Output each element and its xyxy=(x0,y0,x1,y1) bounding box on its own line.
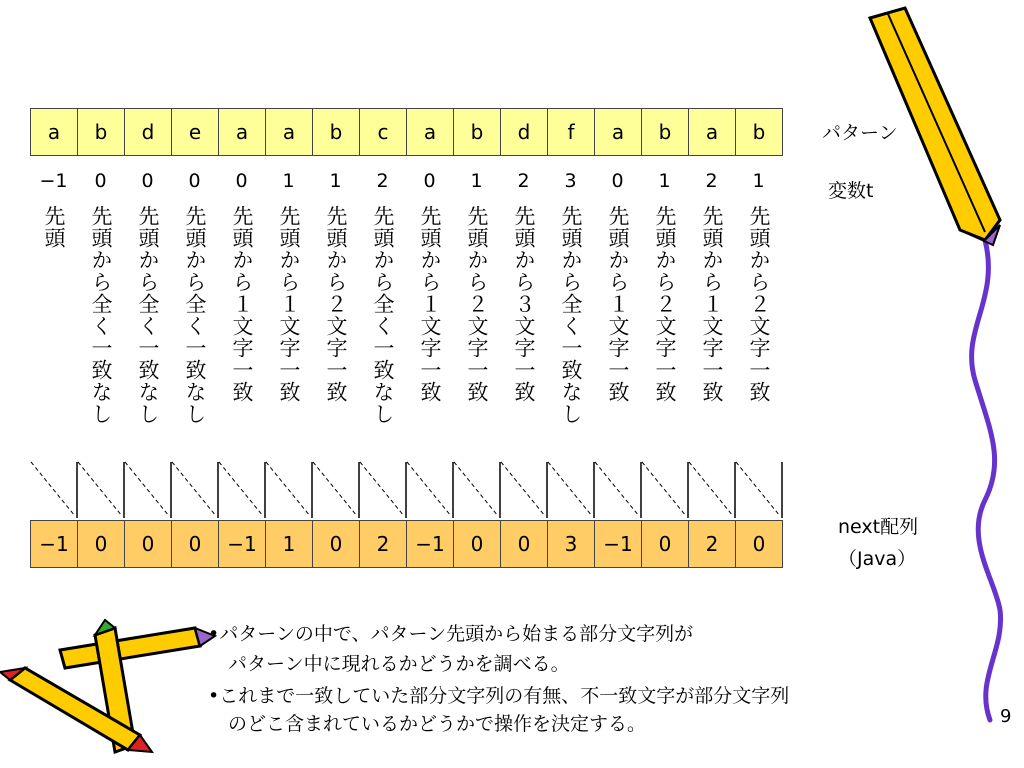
t-value: 0 xyxy=(188,170,201,192)
description-text: 先頭から全く一致なし xyxy=(371,205,395,425)
description-column xyxy=(406,205,453,425)
description-text: 先頭から１文字一致 xyxy=(418,205,442,403)
description-column xyxy=(171,205,218,425)
pencils-icon xyxy=(0,620,215,752)
arrow-dashed xyxy=(548,462,592,516)
description-text: 先頭から１文字一致 xyxy=(277,205,301,403)
pattern-cell: a xyxy=(30,108,78,156)
java-label: （Java） xyxy=(838,548,917,570)
note-line-1: •パターンの中で、パターン先頭から始まる部分文字列が xyxy=(208,623,694,645)
pattern-cell: b xyxy=(453,108,501,156)
arrow-dashed xyxy=(266,462,310,516)
arrow-dashed xyxy=(78,462,122,516)
page-number: 9 xyxy=(1000,706,1012,727)
arrow-dashed xyxy=(642,462,686,516)
t-value: 0 xyxy=(423,170,436,192)
t-label: 変数t xyxy=(828,180,874,202)
next-cell: 3 xyxy=(547,520,595,568)
description-text: 先頭から３文字一致 xyxy=(512,205,536,403)
pattern-cell: a xyxy=(688,108,736,156)
description-column xyxy=(688,205,735,425)
description-column xyxy=(124,205,171,425)
arrow-dashed xyxy=(360,462,404,516)
description-column xyxy=(218,205,265,425)
arrow-dashed xyxy=(689,462,733,516)
t-value: 0 xyxy=(94,170,107,192)
description-column xyxy=(547,205,594,425)
description-column xyxy=(641,205,688,425)
note-line-2b: のどこ含まれているかどうかで操作を決定する。 xyxy=(228,713,647,735)
t-value: 0 xyxy=(235,170,248,192)
description-text: 先頭から１文字一致 xyxy=(230,205,254,403)
next-row xyxy=(30,520,782,568)
description-column xyxy=(500,205,547,425)
description-text: 先頭から全く一致なし xyxy=(136,205,160,425)
next-cell: 0 xyxy=(124,520,172,568)
t-value: 1 xyxy=(752,170,765,192)
arrow-dashed xyxy=(595,462,639,516)
next-cell: −1 xyxy=(218,520,266,568)
t-value: 1 xyxy=(329,170,342,192)
pattern-cell: f xyxy=(547,108,595,156)
arrow-dashed xyxy=(219,462,263,516)
pattern-label: パターン xyxy=(822,122,898,144)
next-cell: −1 xyxy=(406,520,454,568)
description-column xyxy=(359,205,406,425)
description-column xyxy=(453,205,500,425)
t-value: 2 xyxy=(376,170,389,192)
arrow-dashed xyxy=(407,462,451,516)
t-value: 1 xyxy=(658,170,671,192)
arrow-dashed xyxy=(31,462,75,516)
pattern-row xyxy=(30,108,782,156)
description-text: 先頭から全く一致なし xyxy=(559,205,583,425)
next-cell: 0 xyxy=(641,520,689,568)
pattern-cell: b xyxy=(641,108,689,156)
pattern-cell: e xyxy=(171,108,219,156)
next-cell: 0 xyxy=(453,520,501,568)
description-column xyxy=(735,205,782,425)
next-cell: 0 xyxy=(77,520,125,568)
note-line-2: •これまで一致していた部分文字列の有無、不一致文字が部分文字列 xyxy=(208,685,790,707)
description-column xyxy=(265,205,312,425)
pattern-cell: b xyxy=(312,108,360,156)
description-column xyxy=(312,205,359,425)
description-text: 先頭から２文字一致 xyxy=(653,205,677,403)
pattern-cell: d xyxy=(124,108,172,156)
next-cell: 0 xyxy=(312,520,360,568)
pattern-cell: c xyxy=(359,108,407,156)
next-cell: 2 xyxy=(688,520,736,568)
description-text: 先頭から全く一致なし xyxy=(89,205,113,425)
description-text: 先頭から１文字一致 xyxy=(700,205,724,403)
next-cell: 0 xyxy=(500,520,548,568)
description-text: 先頭から全く一致なし xyxy=(183,205,207,425)
t-value: 0 xyxy=(141,170,154,192)
arrow-dashed xyxy=(172,462,216,516)
arrow-dashed xyxy=(501,462,545,516)
description-text: 先頭から１文字一致 xyxy=(606,205,630,403)
t-value: −1 xyxy=(39,170,68,192)
arrows xyxy=(0,460,820,520)
pattern-cell: a xyxy=(218,108,266,156)
description-column xyxy=(77,205,124,425)
t-value: 1 xyxy=(470,170,483,192)
pattern-cell: b xyxy=(77,108,125,156)
pattern-cell: d xyxy=(500,108,548,156)
next-cell: 2 xyxy=(359,520,407,568)
description-text: 先頭から２文字一致 xyxy=(465,205,489,403)
note-line-1b: パターン中に現れるかどうかを調べる。 xyxy=(228,653,570,675)
next-label: next配列 xyxy=(838,516,919,538)
t-value: 2 xyxy=(705,170,718,192)
description-text: 先頭から２文字一致 xyxy=(747,205,771,403)
arrow-dashed xyxy=(454,462,498,516)
t-value: 3 xyxy=(564,170,577,192)
next-cell: 1 xyxy=(265,520,313,568)
pattern-cell: a xyxy=(265,108,313,156)
description-column xyxy=(594,205,641,425)
t-value: 1 xyxy=(282,170,295,192)
next-cell: 0 xyxy=(171,520,219,568)
next-cell: −1 xyxy=(30,520,78,568)
t-value: 2 xyxy=(517,170,530,192)
description-text: 先頭 xyxy=(42,205,66,249)
arrow-dashed xyxy=(313,462,357,516)
pattern-cell: a xyxy=(594,108,642,156)
description-text: 先頭から２文字一致 xyxy=(324,205,348,403)
t-values-row xyxy=(30,170,782,192)
pattern-cell: a xyxy=(406,108,454,156)
pattern-cell: b xyxy=(735,108,783,156)
next-cell: 0 xyxy=(735,520,783,568)
arrow-dashed xyxy=(736,462,780,516)
arrow-dashed xyxy=(125,462,169,516)
description-column xyxy=(30,205,77,425)
next-cell: −1 xyxy=(594,520,642,568)
descriptions-row xyxy=(30,205,782,425)
t-value: 0 xyxy=(611,170,624,192)
